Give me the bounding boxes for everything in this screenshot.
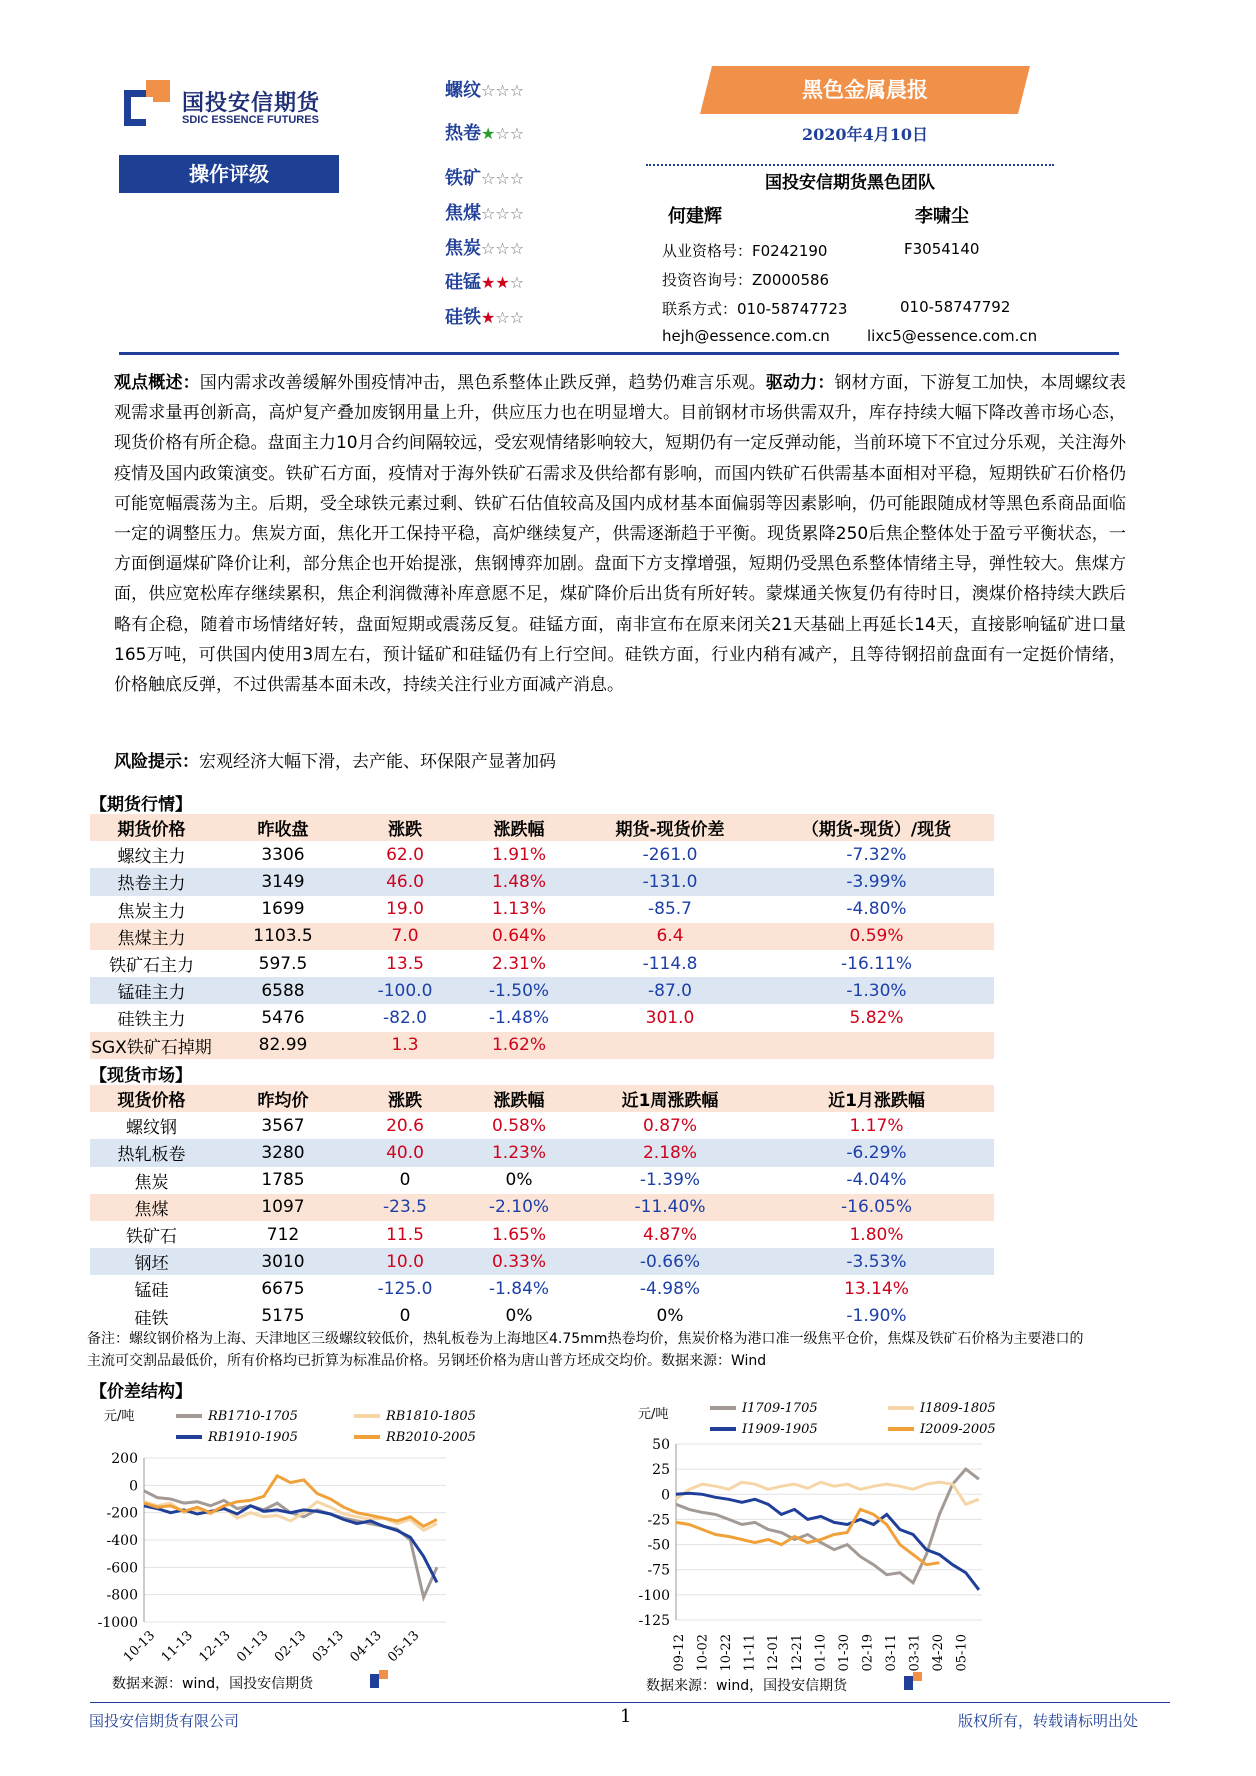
y-tick-label: -125 [638,1613,670,1629]
legend-label: I1909-1905 [742,1422,818,1437]
table-row [90,1194,994,1221]
table-cell: -3.53% [846,1251,907,1272]
table-cell: 2.18% [642,1142,697,1163]
watermark-logo-icon [904,1672,922,1690]
x-tick-label: 10-22 [719,1634,735,1672]
table-cell: 1699 [261,899,305,920]
rating-name: 螺纹 [445,80,481,101]
cert-label: 从业资格号： [662,242,753,260]
table-cell: 3280 [261,1142,305,1163]
table-cell: 62.0 [386,844,424,865]
rating-name: 硅铁 [445,307,481,328]
column-header: 昨收盘 [257,820,309,841]
star-empty-icon: ☆ [509,124,525,143]
consult-number-1: Z0000586 [752,271,830,289]
y-tick-label: 50 [652,1437,670,1453]
x-tick-label: 12-21 [789,1634,805,1672]
legend-label: RB1910-1905 [208,1430,298,1445]
legend-label: RB1810-1805 [386,1409,476,1424]
dotted-divider [646,164,1054,166]
rating-row [445,76,524,102]
table-cell: -1.48% [488,1007,550,1028]
star-empty-icon: ☆ [509,273,525,292]
x-tick-label: 02-19 [860,1634,876,1672]
legend-label: RB1710-1705 [208,1409,298,1424]
series-line [676,1493,979,1590]
table-cell: -125.0 [377,1278,433,1299]
table-row [90,950,994,977]
table-cell: 热轧板卷 [117,1145,186,1166]
legend-label: I1709-1705 [742,1401,818,1416]
table-cell: 1.80% [849,1224,904,1245]
star-empty-icon: ☆ [481,204,496,223]
table-cell: -4.98% [639,1278,701,1299]
table-cell: -131.0 [642,871,698,892]
star-empty-icon: ☆ [495,169,510,188]
rating-row [445,268,524,294]
column-header: 期货价格 [117,820,186,841]
star-empty-icon: ☆ [481,169,496,188]
table-cell: 0% [505,1170,533,1191]
table-cell: 硅铁 [134,1308,169,1329]
rating-name: 焦煤 [445,203,481,224]
footer-copyright: 版权所有，转载请标明出处 [958,1712,1139,1730]
star-empty-icon: ☆ [495,204,510,223]
table-cell: 螺纹主力 [117,847,186,868]
table-cell: 5175 [261,1306,305,1327]
table-cell: -85.7 [648,899,692,920]
column-header: 近1月涨跌幅 [828,1091,925,1112]
y-tick-label: -200 [106,1505,138,1522]
legend-label: RB2010-2005 [386,1430,476,1445]
phone-row-1 [662,298,847,319]
x-tick-label: 04-13 [347,1628,385,1666]
footer-divider [90,1702,1170,1703]
table-cell: 3306 [261,844,305,865]
rating-name: 热卷 [445,123,481,144]
rating-row [445,119,524,145]
table-cell: 0% [505,1306,533,1327]
x-tick-label: 05-13 [385,1628,423,1666]
rating-row [445,164,524,190]
x-tick-label: 12-01 [766,1634,782,1672]
spot-section-title: 【现货市场】 [90,1066,192,1086]
consult-label: 投资咨询号： [662,271,753,289]
table-cell: -6.29% [846,1142,907,1163]
star-empty-icon: ☆ [509,204,525,223]
logo-mark-icon [124,80,170,126]
table-cell [581,1032,759,1059]
table-row [90,1004,994,1031]
company-logo [124,80,344,140]
x-tick-label: 01-30 [836,1634,852,1672]
summary-overview-text: 国内需求改善缓解外围疫情冲击，黑色系整体止跌反弹，趋势仍难言乐观。 [199,373,766,393]
series-line [676,1482,979,1504]
email-2[interactable]: lixc5@essence.com.cn [867,327,1038,345]
y-axis-label: 元/吨 [104,1409,135,1424]
table-cell: 11.5 [386,1224,424,1245]
y-tick-label: -50 [647,1537,670,1554]
column-header: 涨跌幅 [493,820,545,841]
table-cell: 597.5 [258,953,308,974]
table-cell: 301.0 [645,1007,695,1028]
summary-label-driver: 驱动力： [765,373,835,393]
page-number: 1 [620,1706,632,1727]
x-tick-label: 11-11 [742,1634,758,1672]
table-row [90,841,994,868]
table-cell: 1.91% [491,844,546,865]
table-cell: 钢坯 [134,1254,169,1275]
rating-row [445,234,524,260]
column-header: 涨跌幅 [493,1091,545,1112]
table-cell: 热卷主力 [117,874,186,895]
table-row [90,868,994,895]
footer-company: 国投安信期货有限公司 [89,1712,240,1730]
series-line [144,1476,437,1527]
table-cell: -23.5 [383,1197,427,1218]
team-name: 国投安信期货黑色团队 [765,173,935,193]
table-cell: -1.39% [639,1170,701,1191]
table-cell: 0 [399,1170,411,1191]
star-empty-icon: ☆ [495,308,510,327]
table-cell: 2.31% [491,953,546,974]
table-row [90,1248,994,1275]
table-cell [759,1032,994,1059]
table-cell: 0% [656,1306,684,1327]
email-1[interactable]: hejh@essence.com.cn [662,327,830,345]
summary-label-overview: 观点概述： [114,373,200,393]
table-cell: -87.0 [648,980,692,1001]
star-filled-icon: ★ [481,273,496,292]
star-empty-icon: ☆ [509,308,525,327]
table-cell: -4.80% [846,899,907,920]
column-header: （期货-现货）/现货 [801,820,952,841]
table-row [90,923,994,950]
rating-row [445,303,524,329]
chart-source: 数据来源：wind，国投安信期货 [646,1678,848,1694]
star-empty-icon: ☆ [495,124,510,143]
table-cell: 10.0 [386,1251,424,1272]
table-cell: 712 [266,1224,300,1245]
table-row [90,1221,994,1248]
table-cell: -261.0 [642,844,698,865]
table-cell: 6588 [261,980,305,1001]
x-tick-label: 10-13 [121,1628,159,1666]
y-tick-label: -75 [647,1562,670,1579]
table-cell: -16.11% [841,953,912,974]
risk-paragraph [114,747,1126,777]
table-cell: -7.32% [846,844,907,865]
y-tick-label: 0 [129,1478,138,1495]
phone-label: 联系方式： [662,300,738,318]
table-cell: -0.66% [639,1251,701,1272]
table-cell: 铁矿石 [126,1227,177,1248]
table-header-row [90,1085,994,1112]
table-cell: 1103.5 [253,926,313,947]
table-cell: 硅铁主力 [117,1010,186,1031]
star-empty-icon: ☆ [481,239,496,258]
futures-table [90,814,994,1059]
table-cell: 6.4 [656,926,684,947]
futures-section-title: 【期货行情】 [90,795,192,815]
table-cell: -1.30% [846,980,907,1001]
table-cell: 0.58% [491,1115,546,1136]
table-cell: 1097 [261,1197,305,1218]
series-line [144,1502,437,1531]
y-tick-label: -25 [647,1512,670,1529]
table-cell: 5.82% [849,1007,904,1028]
table-cell: 0 [399,1306,411,1327]
table-cell: -100.0 [377,980,433,1001]
series-line [144,1506,437,1583]
table-cell: 锰硅 [134,1281,169,1302]
analyst-name-2: 李啸尘 [915,206,969,227]
x-tick-label: 03-31 [907,1634,923,1672]
table-row [90,896,994,923]
table-cell: 20.6 [386,1115,424,1136]
iron-ore-spread-chart [630,1390,1050,1700]
table-cell: 1.62% [491,1035,546,1056]
table-cell: 1.3 [391,1035,419,1056]
table-cell: -1.84% [488,1278,550,1299]
consult-row [662,269,829,290]
table-cell: 0.59% [849,926,904,947]
table-cell: -3.99% [846,871,907,892]
spot-table [90,1085,994,1330]
x-tick-label: 01-10 [813,1634,829,1672]
risk-label: 风险提示： [114,752,199,772]
star-empty-icon: ☆ [481,81,496,100]
table-cell: 46.0 [386,871,424,892]
table-cell: 3567 [261,1115,305,1136]
column-header: 昨均价 [257,1091,309,1112]
column-header: 现货价格 [117,1091,186,1112]
table-cell: 1.48% [491,871,546,892]
logo-cn-text: 国投安信期货 [182,91,321,116]
table-cell: 焦煤 [134,1199,169,1220]
x-tick-label: 09-12 [672,1634,688,1672]
x-tick-label: 02-13 [272,1628,310,1666]
table-cell: 焦炭 [134,1172,169,1193]
table-row [90,1275,994,1302]
table-cell: SGX铁矿石掉期 [91,1037,212,1058]
table-cell: -1.50% [488,980,550,1001]
rating-name: 焦炭 [445,238,481,259]
summary-driver-text: 钢材方面，下游复工加快，本周螺纹表观需求量再创新高，高炉复产叠加废钢用量上升，供应压力也在明显增大。目前钢材市场供需双升，库存持续大幅下降改善市场心态，现货价格有所企稳。盘面主力10月合约间隔较远，受宏观情绪影响较大，短期仍有一定反弹动能，当前环境下不宜过分乐观，关注海外疫情及国内政策演变。铁矿石方面，疫情对于海外铁矿石需求及供给都有影响，而国内铁矿石供需基本面相对平稳，短期铁矿石价格仍可能宽幅震荡为主。后期，受全球铁元素过剩、铁矿石估值较高及国内成材基本面偏弱等因素影响，仍可能跟随成材等黑色系商品面临一定的调整压力。焦炭方面，焦化开工保持平稳，高炉继续复产，供需逐渐趋于平衡。现货累降250后焦企整体处于盈亏平衡状态，一方面倒逼煤矿降价让利，部分焦企也开始提涨，焦钢博弈加剧。盘面下方支撑增强，短期仍受黑色系整体情绪主导，弹性较大。焦煤方面，供应宽松库存继续累积，焦企利润微薄补库意愿不足，煤矿降价后出货有所好转。蒙煤通关恢复仍有待时日，澳煤价格持续大跌后略有企稳，随着市场情绪好转，盘面短期或震荡反复。硅锰方面，南非宣布在原来闭关21天基础上再延长14天，直接影响锰矿进口量165万吨，可供国内使用3周左右，预计锰矿和硅锰仍有上行空间。硅铁方面，行业内稍有减产，且等待钢招前盘面有一定挺价情绪，价格触底反弹，不过供需基本面未改，持续关注行业方面减产消息。 [114,373,1127,696]
table-row [90,1303,994,1330]
star-empty-icon: ☆ [495,81,510,100]
table-cell: 82.99 [258,1035,308,1056]
table-cell: 1785 [261,1170,305,1191]
table-cell: 锰硅主力 [117,983,186,1004]
star-filled-icon: ★ [495,273,510,292]
x-tick-label: 11-13 [158,1628,196,1666]
x-tick-label: 01-13 [234,1628,272,1666]
column-header: 期货-现货价差 [615,820,725,841]
star-filled-icon: ★ [481,308,496,327]
column-header: 涨跌 [388,820,422,841]
table-cell: -1.90% [846,1306,907,1327]
cert-row-1 [662,240,827,261]
star-filled-icon: ★ [481,124,496,143]
table-cell: 4.87% [642,1224,697,1245]
star-empty-icon: ☆ [509,239,525,258]
table-row [90,1167,994,1194]
table-cell: 7.0 [391,926,419,947]
table-cell: 13.5 [386,953,424,974]
cert-number-1: F0242190 [752,242,828,260]
phone-number-2: 010-58747792 [900,298,1011,316]
rating-row [445,199,524,225]
table-cell: 0.33% [491,1251,546,1272]
cert-number-2: F3054140 [904,240,980,258]
rebar-spread-chart [96,1398,516,1698]
table-cell: 0.87% [642,1115,697,1136]
rating-name: 铁矿 [445,168,481,189]
analyst-name-1: 何建辉 [668,206,722,227]
table-cell: 19.0 [386,899,424,920]
table-row [90,977,994,1004]
table-cell: -82.0 [383,1007,427,1028]
table-cell: 3010 [261,1251,305,1272]
table-cell: 焦炭主力 [117,901,186,922]
column-header: 近1周涨跌幅 [621,1091,719,1112]
y-tick-label: -400 [106,1533,138,1549]
phone-number-1: 010-58747723 [737,300,848,318]
table-cell: 1.23% [491,1142,546,1163]
star-empty-icon: ☆ [509,81,525,100]
table-cell: 铁矿石主力 [109,956,194,977]
y-tick-label: -100 [638,1587,670,1604]
chart-source: 数据来源：wind，国投安信期货 [112,1676,314,1692]
table-cell: 5476 [261,1007,305,1028]
risk-text: 宏观经济大幅下滑，去产能、环保限产显著加码 [199,752,556,772]
table-cell: 0.64% [491,926,546,947]
x-tick-label: 05-10 [954,1634,970,1672]
spread-section-title: 【价差结构】 [90,1382,192,1402]
x-tick-label: 03-11 [883,1634,899,1672]
star-empty-icon: ☆ [495,239,510,258]
header-divider [119,352,1119,355]
table-cell: 1.17% [849,1115,904,1136]
x-tick-label: 10-02 [695,1634,711,1672]
table-row [90,1139,994,1166]
table-cell: 3149 [261,871,305,892]
table-row [90,1112,994,1139]
table-cell: 1.65% [491,1224,546,1245]
table-note: 备注：螺纹钢价格为上海、天津地区三级螺纹较低价，热轧板卷为上海地区4.75mm热卷均价，焦炭价格为港口准一级焦平仓价，焦煤及铁矿石价格为主要港口的主流可交割品最低价，所有价格均已折算为标准品价格。另钢坯价格为唐山普方坯成交均价。数据来源：Wind [87,1331,1084,1369]
y-tick-label: 25 [652,1462,670,1479]
report-title: 黑色金属晨报 [802,78,928,102]
table-cell: 1.13% [491,899,546,920]
x-tick-label: 04-20 [930,1634,946,1672]
summary-paragraph [114,368,1126,700]
x-tick-label: 12-13 [196,1628,234,1666]
legend-label: I2009-2005 [920,1422,996,1437]
series-line [144,1491,437,1598]
star-empty-icon: ☆ [509,169,525,188]
report-date: 2020年4月10日 [802,125,928,144]
table-cell: 6675 [261,1278,305,1299]
y-tick-label: 0 [661,1487,670,1504]
table-cell: -114.8 [642,953,698,974]
table-cell: 40.0 [386,1142,424,1163]
y-tick-label: 200 [111,1451,138,1467]
x-tick-label: 03-13 [309,1628,347,1666]
logo-en-text: SDIC ESSENCE FUTURES [182,114,319,126]
table-cell: 螺纹钢 [126,1118,177,1139]
y-tick-label: -800 [106,1587,138,1604]
table-cell: -2.10% [488,1197,550,1218]
table-header-row [90,814,994,841]
column-header: 涨跌 [388,1091,422,1112]
table-cell: -11.40% [634,1197,706,1218]
y-tick-label: -1000 [97,1615,138,1631]
y-tick-label: -600 [106,1560,138,1577]
table-row [90,1032,994,1059]
rating-label: 操作评级 [119,155,339,193]
rating-name: 硅锰 [445,272,481,293]
table-cell: 焦煤主力 [117,928,186,949]
table-cell: 13.14% [844,1278,909,1299]
watermark-logo-icon [370,1670,388,1688]
y-axis-label: 元/吨 [638,1407,669,1422]
legend-label: I1809-1805 [920,1401,996,1416]
table-cell: -16.05% [841,1197,912,1218]
table-cell: -4.04% [846,1170,907,1191]
